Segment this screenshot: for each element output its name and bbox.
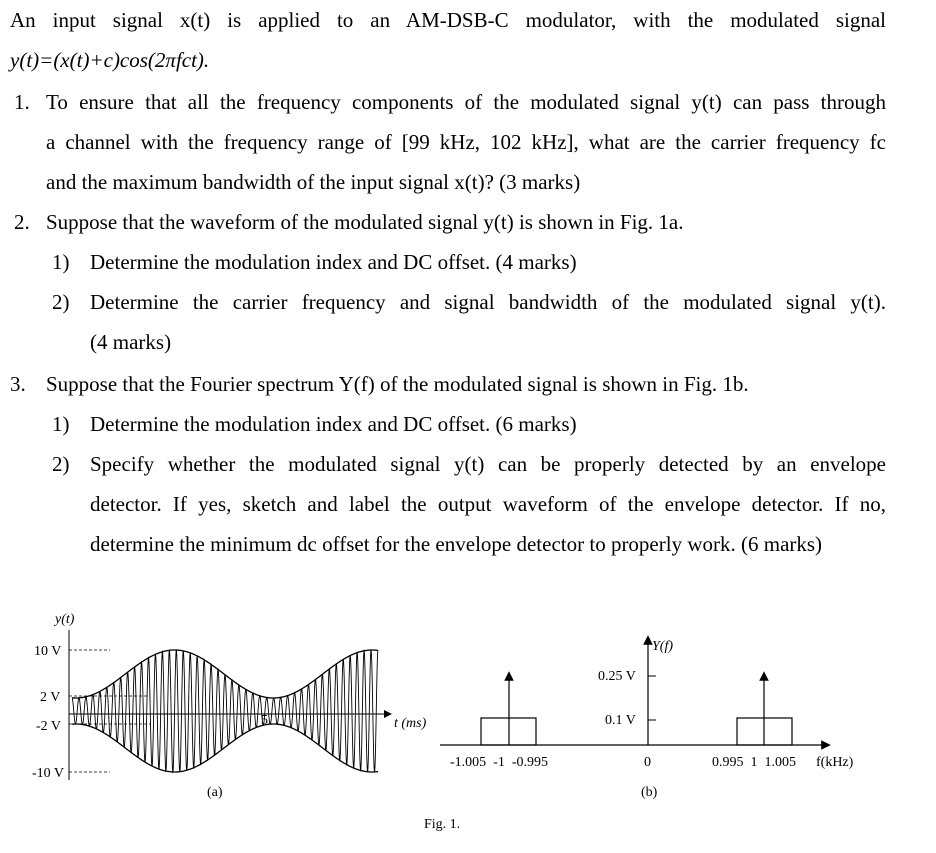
figure-1 [0, 600, 936, 853]
fig-b-ylabel: Y(f) [652, 639, 673, 654]
q2-number: 2. [14, 210, 30, 234]
fig-a-caption: (a) [207, 785, 223, 800]
fig-a-tick-2: 2 V [40, 690, 61, 705]
fig-b-tick-01: 0.1 V [605, 713, 636, 728]
fig-a-tick-neg2: -2 V [36, 719, 62, 734]
intro-line-1: An input signal x(t) is applied to an AM-DSB-C modulator, with the modulated signal [10, 8, 886, 32]
fig-a-tick-10: 10 V [34, 644, 62, 659]
fig-b-xticks-right: 0.995 1 1.005 [712, 755, 796, 770]
q3-part2-number: 2) [52, 452, 70, 476]
fig-a-xlabel: t (ms) [394, 716, 427, 731]
q1-line-2: a channel with the frequency range of [99 kHz, 102 kHz], what are the carrier frequency fc [46, 130, 886, 154]
fig-b-xtick-zero: 0 [644, 755, 651, 770]
q3-line-1: Suppose that the Fourier spectrum Y(f) of the modulated signal is shown in Fig. 1b. [46, 372, 749, 396]
fig-caption: Fig. 1. [424, 817, 461, 832]
q1-number: 1. [14, 90, 30, 114]
fig-b-tick-025: 0.25 V [598, 669, 636, 684]
q2-part2-line-2: (4 marks) [90, 330, 172, 354]
fig-a-ylabel: y(t) [55, 612, 75, 627]
q3-number: 3. [10, 372, 26, 396]
intro-line-2: y(t)=(x(t)+c)cos(2πfct). [10, 48, 210, 72]
q1-line-1: To ensure that all the frequency components of the modulated signal y(t) can pass through [46, 90, 886, 114]
q2-line-1: Suppose that the waveform of the modulated signal y(t) is shown in Fig. 1a. [46, 210, 684, 234]
fig-a-waveform-plot [32, 612, 427, 800]
q2-part2-line-1: Determine the carrier frequency and signal bandwidth of the modulated signal y(t). [90, 290, 886, 314]
q2-part1-text: Determine the modulation index and DC offset. (4 marks) [90, 250, 577, 274]
q3-part2-line-3: determine the minimum dc offset for the envelope detector to properly work. (6 marks) [90, 532, 823, 556]
fig-a-carrier-wave [72, 650, 378, 772]
fig-a-tick-neg10: -10 V [32, 766, 65, 781]
q1-line-3: and the maximum bandwidth of the input signal x(t)? (3 marks) [46, 170, 581, 194]
q2-part1-number: 1) [52, 250, 70, 274]
fig-b-spectrum-plot [440, 639, 854, 800]
fig-b-caption: (b) [641, 785, 658, 800]
fig-b-xticks-left: -1.005 -1 -0.995 [450, 755, 548, 770]
q3-part2-line-1: Specify whether the modulated signal y(t) can be properly detected by an envelope [90, 452, 886, 476]
q3-part2-line-2: detector. If yes, sketch and label the output waveform of the envelope detector. If no, [90, 492, 886, 516]
q2-part2-number: 2) [52, 290, 70, 314]
q3-part1-text: Determine the modulation index and DC offset. (6 marks) [90, 412, 577, 436]
q3-part1-number: 1) [52, 412, 70, 436]
fig-a-mid-tick: 5 [261, 713, 268, 728]
fig-b-xunit: f(kHz) [816, 755, 854, 770]
